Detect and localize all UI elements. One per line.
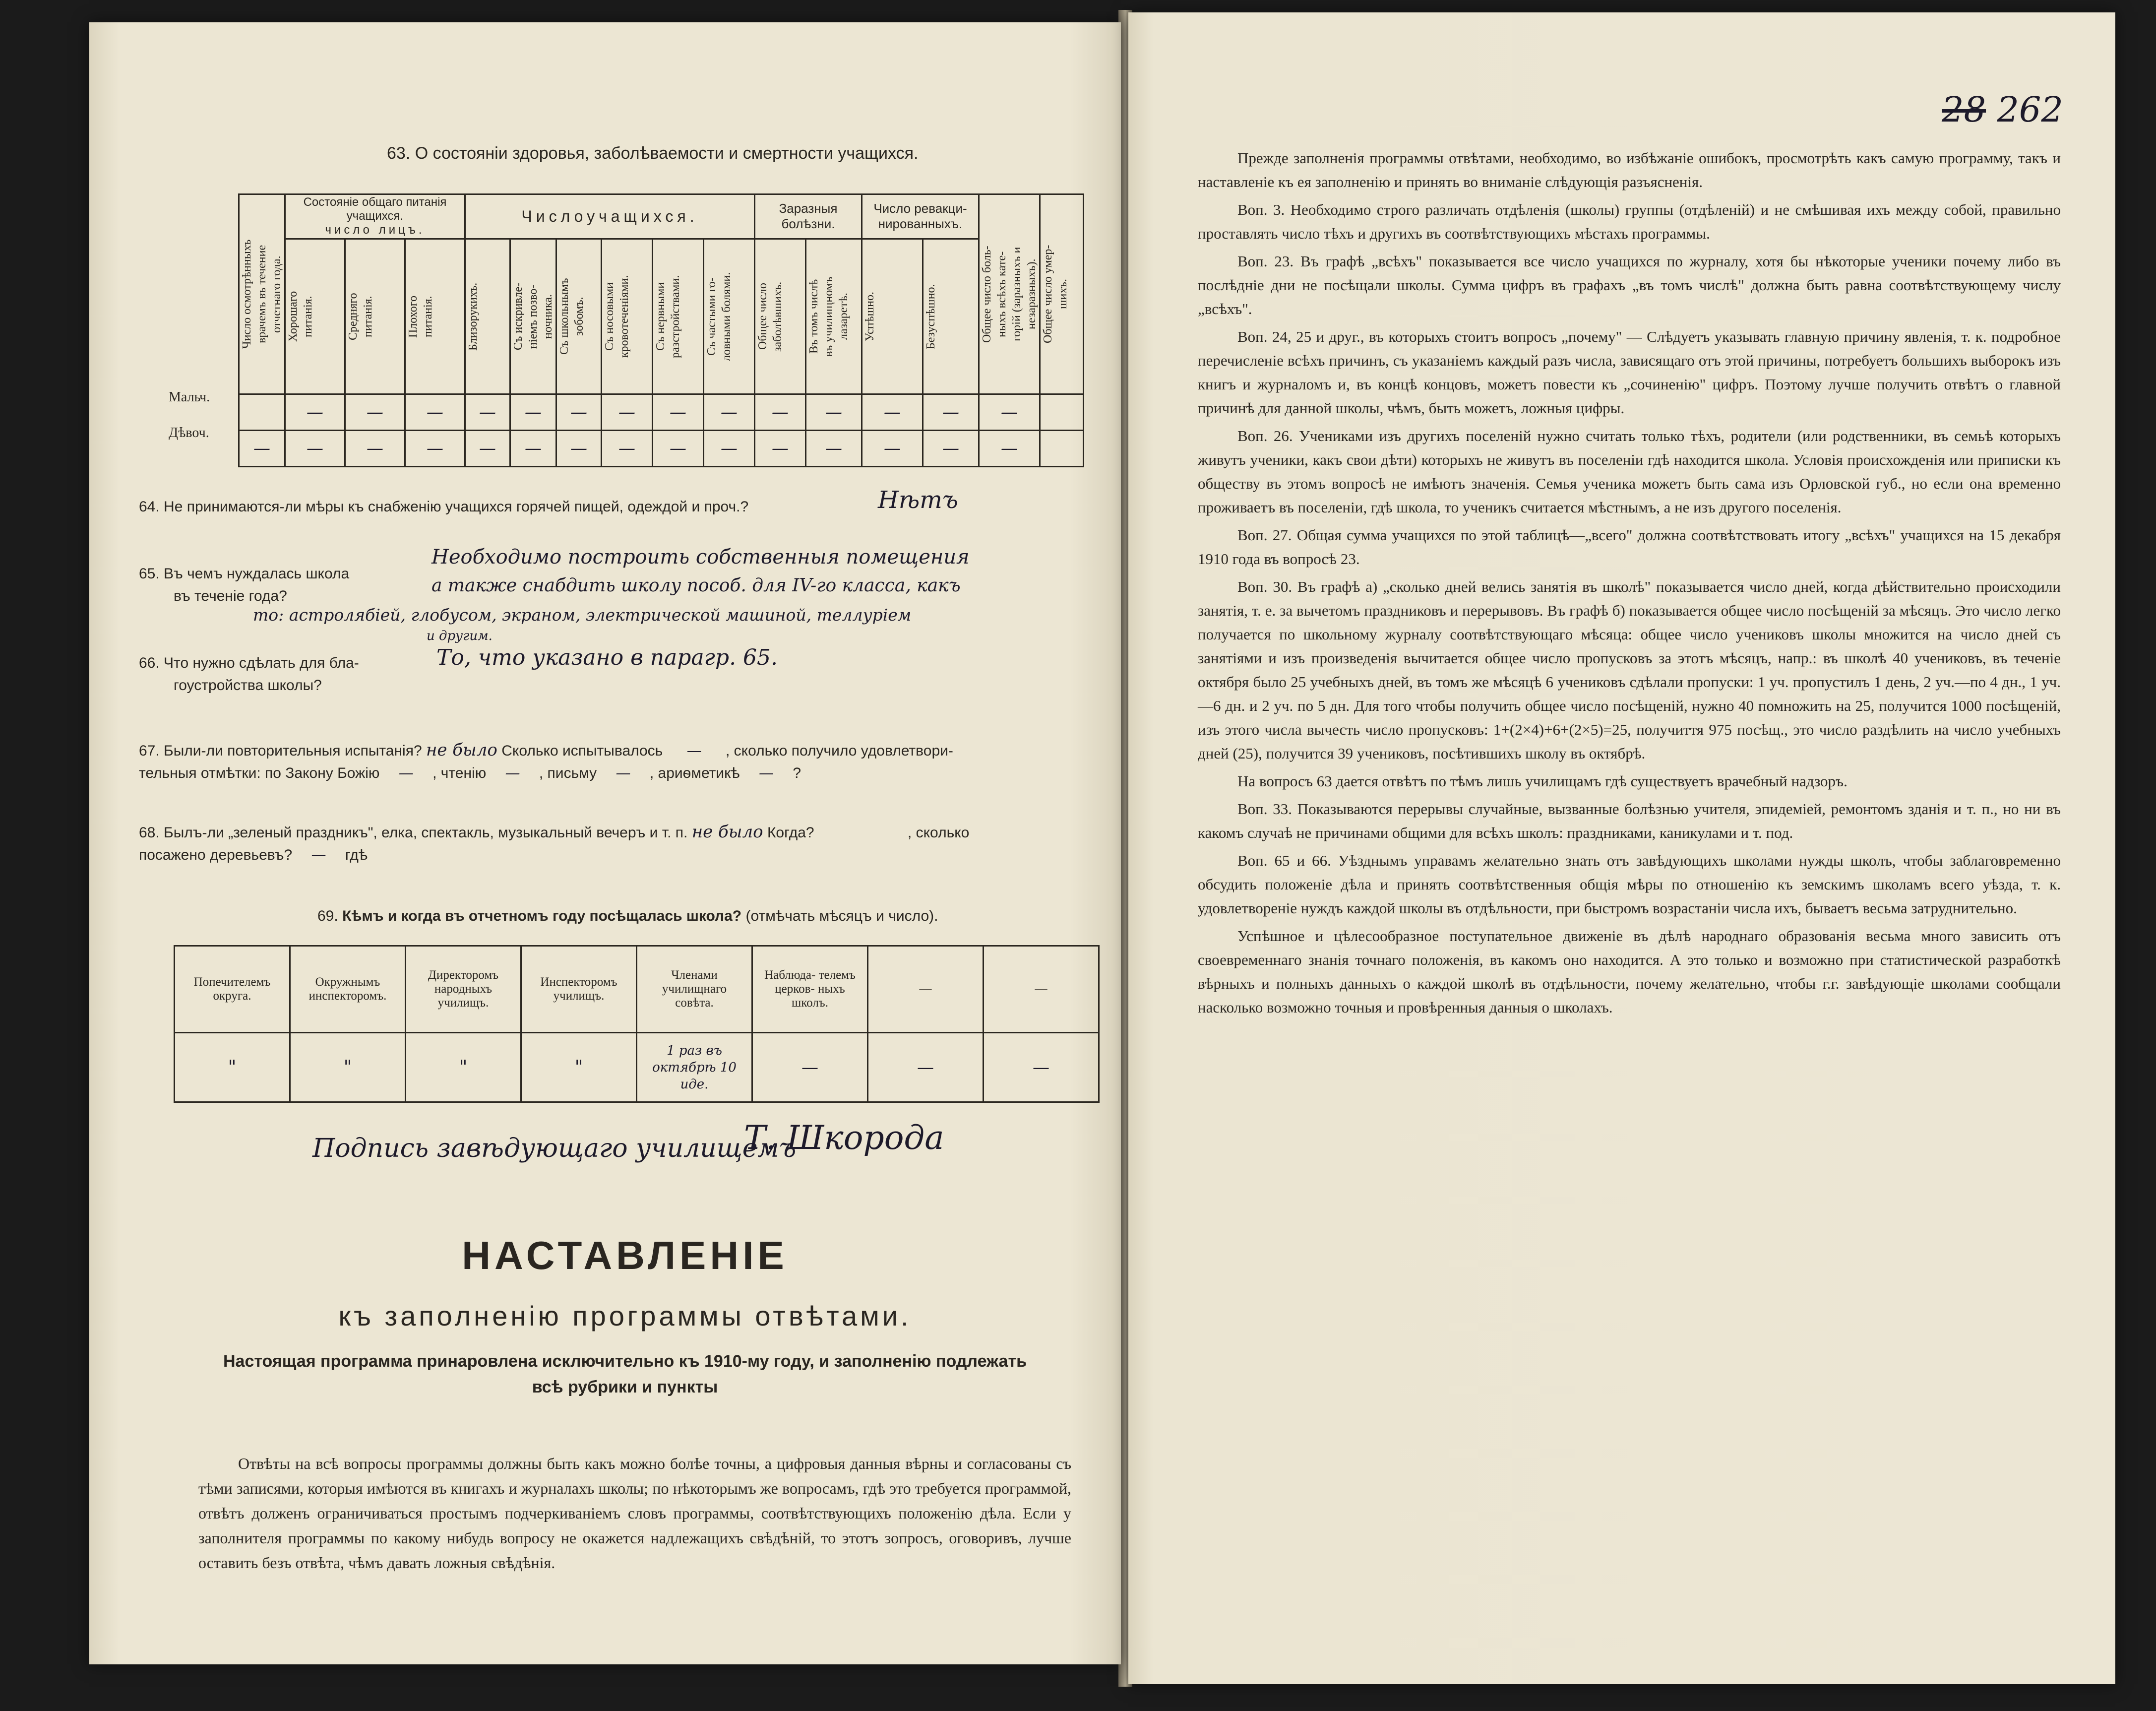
cell-girls-good: — — [307, 439, 323, 458]
q67-line1 — [139, 739, 953, 762]
q69-val-extra-2: — — [984, 1033, 1099, 1102]
q67-answer-exams: не было — [426, 740, 497, 760]
col-dead: Общее число умер- шихъ. — [1042, 245, 1069, 344]
row-girls — [239, 431, 1084, 467]
right-para-10: Воп. 65 и 66. Уѣзднымъ управамъ желательно знать отъ завѣдующихъ школами нужды школъ, чтобы заблаговременно обсудить положеніе дѣла и принять соотвѣтственныя общія мѣры по отношенію къ земскимъ школамъ всего уѣзда, т. к. удовлетвореніе нуждъ каждой школы въ отдѣльности, при быстромъ возрастаніи числа ихъ, бываетъ весьма затруднительно. — [1198, 852, 2061, 917]
q67-text1b: Сколько испытывалось — [501, 743, 663, 759]
right-para-2: Воп. 3. Необходимо строго различать отдѣленія (школы) группы (отдѣленій) и не смѣшивая ихъ между собой, правильно проставлять число тѣхъ и другихъ въ соотвѣтствующихъ мѣстахъ программы. — [1198, 201, 2061, 242]
q69-val-church-observer: — — [752, 1033, 868, 1102]
page-number — [1942, 89, 2063, 130]
signature-label: Подпись завѣдующаго училищемъ — [312, 1134, 797, 1163]
right-page — [1128, 12, 2115, 1684]
col-all-sick: Общее число боль- ныхъ всѣхъ кате- горій (заразныхъ и незаразныхъ). — [981, 246, 1038, 343]
q64-answer: Нѣтъ — [878, 486, 958, 514]
cell-girls-headache: — — [721, 439, 738, 458]
right-para-1: Прежде заполненія программы отвѣтами, необходимо, во избѣжаніе ошибокъ, просмотрѣть какъ самую программу, такъ и наставленіе къ ея заполненію и принять во вниманіе слѣдующія разъясненія. — [1198, 149, 2061, 190]
q67-answer-reading: — — [505, 764, 520, 782]
instructions-bold-line2: всѣ рубрики и пункты — [532, 1378, 718, 1396]
instructions-body: Отвѣты на всѣ вопросы программы должны быть какъ можно болѣе точны, а цифровыя данныя вѣрны и согласованы съ тѣми записями, которыя имѣются въ книгахъ и журналахъ школы; по нѣкоторымъ же вопросамъ, гдѣ это требуется программой, отвѣтъ долженъ ограничиваться простымъ подчеркиваніемъ словъ программы, соотвѣтствующихъ положенію дѣла. Если у заполнителя программы по какому нибудь вопросу не окажется надлежащихъ свѣдѣній, то этотъ зопросъ, оговоривъ, лучше оставить безъ отвѣта, чѣмъ давать ложныя свѣдѣнія. — [198, 1455, 1071, 1572]
left-page — [89, 22, 1121, 1664]
q69-col-district-inspector: Окружнымъ инспекторомъ. — [290, 946, 406, 1033]
cell-boys-myopic: — — [479, 402, 496, 422]
q69-col-council: Членами училищнаго совѣта. — [637, 946, 752, 1033]
cell-boys-spine: — — [525, 402, 542, 422]
cell-girls-nose: — — [618, 439, 635, 458]
cell-boys-good: — — [307, 402, 323, 422]
q66-text2: гоустройства школы? — [174, 677, 322, 694]
col-total-sick: Общее число заболѣвшихъ. — [756, 281, 784, 352]
q69-val-extra-1: — — [868, 1033, 984, 1102]
cell-boys-all-sick: — — [1001, 402, 1018, 422]
q67-text1a: 67. Были-ли повторительныя испытанія? — [139, 743, 422, 759]
grp-students: Числоучащихся. — [465, 194, 755, 239]
col-hospital: Въ томъ числѣ въ училищномъ лазаретѣ. — [807, 276, 850, 357]
cell-girls-examined: — — [253, 439, 270, 458]
q69-title-tail: (отмѣчать мѣсяцъ и число). — [745, 908, 938, 924]
page-number-crossed: 28 — [1942, 89, 1986, 130]
q69-title — [317, 905, 938, 927]
cell-girls-total-sick: — — [772, 439, 789, 458]
q67-answer-arithmetic: — — [759, 764, 774, 782]
q68-text1b: Когда? — [767, 824, 814, 841]
col-poor: Плохого питанія. — [407, 295, 434, 338]
instructions-subheading: къ заполненію программы отвѣтами. — [338, 1300, 912, 1331]
q66-answer: То, что указано в парагр. 65. — [436, 645, 778, 670]
q69-col-director: Директоромъ народныхъ училищъ. — [406, 946, 521, 1033]
instructions-heading: НАСТАВЛЕНІЕ — [462, 1233, 788, 1277]
cell-boys-nose: — — [618, 402, 635, 422]
cell-boys-poor: — — [427, 402, 443, 422]
q69-val-director: " — [406, 1033, 521, 1102]
right-para-3: Воп. 23. Въ графѣ „всѣхъ" показывается все число учащихся по журналу, хотя бы нѣкоторые ученики почему либо въ послѣдніе дни не посѣщали школы. Сумма цифръ въ графахъ „въ томъ числѣ" должна быть равна соотвѣтствующему числу „всѣхъ". — [1198, 253, 2061, 317]
right-para-11: Успѣшное и цѣлесообразное поступательное движеніе въ дѣлѣ народнаго образованія весьма много зависить отъ своевременнаго знанія точнаго положенія, въ какомъ оно находится. А это только и возможно при статистической разработкѣ вѣрныхъ и полныхъ данныхъ о каждой школѣ въ отдѣльности, почему желательно, чтобы г.г. завѣдующіе школами сообщали насколько возможно точныя и провѣренныя данныя о школахъ. — [1198, 927, 2061, 1016]
col-examined: Число осмотрѣнныхъ врачемъ въ течение отчетнаго года. — [241, 239, 283, 349]
q69-col-inspector: Инспекторомъ училищъ. — [521, 946, 637, 1033]
cell-girls-all-sick: — — [1001, 439, 1018, 458]
q69-col-trustee: Попечителемъ округа. — [175, 946, 290, 1033]
row-label-girls: Дѣвоч. — [169, 425, 209, 441]
q69-val-inspector: " — [521, 1033, 637, 1102]
q69-visits-table — [174, 945, 1100, 1103]
col-nose: Съ носовыми кровотеченіями. — [603, 275, 631, 358]
grp-food: Состояніе общаго питанія учащихся. — [303, 195, 447, 223]
grp-contagious: Заразныя болѣзни. — [755, 194, 862, 239]
q67-line2 — [139, 762, 801, 784]
cell-girls-success: — — [884, 439, 901, 458]
q69-title-num: 69. — [317, 908, 338, 924]
q67-answer-tested: — — [686, 742, 702, 760]
page-number-current: 262 — [1997, 89, 2063, 130]
q68-answer-fest: не было — [691, 822, 763, 842]
col-spine: Съ искривле- ніемъ позво- ночника. — [512, 282, 554, 350]
q69-title-bold: Кѣмъ и когда въ отчетномъ году посѣщалась школа? — [342, 908, 742, 924]
grp-food-sub: число лицъ. — [325, 223, 425, 237]
cell-girls-goiter: — — [570, 439, 587, 458]
q67-answer-law: — — [398, 764, 414, 782]
q68-text2a: посажено деревьевъ? — [139, 847, 293, 863]
cell-girls-medium: — — [367, 439, 383, 458]
q67-text2d: , ариѳметикѣ — [649, 765, 740, 781]
q68-line1 — [139, 821, 969, 844]
cell-boys-goiter: — — [570, 402, 587, 422]
cell-girls-fail: — — [942, 439, 959, 458]
right-para-8: На вопросъ 63 дается отвѣтъ по тѣмъ лишь училищамъ гдѣ существуетъ врачебный надзоръ. — [1237, 772, 1848, 790]
q67-text2c: , письму — [539, 765, 597, 781]
cell-girls-hospital: — — [825, 439, 842, 458]
col-medium: Средняго питанія. — [347, 293, 374, 340]
q65-text2: въ теченіе года? — [174, 588, 287, 604]
cell-boys-hospital: — — [825, 402, 842, 422]
q65-text1: 65. Въ чемъ нуждалась школа — [139, 566, 350, 582]
q68-text1a: 68. Былъ-ли „зеленый праздникъ", елка, спектакль, музыкальный вечеръ и т. п. — [139, 824, 688, 841]
q65-answer-line2: а также снабдить школу пособ. для IV-го класса, какъ — [431, 575, 961, 596]
right-para-6: Воп. 27. Общая сумма учащихся по этой таблицѣ—„всего" должна соотвѣтствовать итогу „всѣхъ" учащихся на 15 декабря 1910 года въ вопросѣ 23. — [1198, 526, 2061, 568]
signature: Т. Шкорода — [744, 1119, 944, 1157]
cell-boys-success: — — [884, 402, 901, 422]
right-para-7: Воп. 30. Въ графѣ а) „сколько дней велись занятія въ школѣ" показывается число дней, когда дѣйствительно происходили занятія, т. е. за вычетомъ праздниковъ и перерывовъ. Въ графѣ б) показывается общее число посѣщеній за мѣсяцъ. Это число легко получается по школьному журналу соотвѣтствующаго мѣсяца: общее число учениковъ школы множится на число дней съ занятіями и изъ произведенія вычитается общее число пропусковъ за этотъ мѣсяцъ, напр.: въ школѣ 40 учениковъ, въ теченіе октября было 25 учебныхъ дней, въ томъ же мѣсяцѣ 6 учениковъ сдѣлали пропуски: 1 уч. пропустилъ 1 день, 2 уч.—по 4 дн., 1 уч.—6 дн. и 2 уч. по 5 дн. Для того чтобы получить общее число посѣщеній, нужно 40 помножить на 25, получится 1000 посѣщеній, изъ этого числа вычесть число пропусковъ: 1+(2×4)+6+(2×5)=25, получиття 975 посѣщ., это число раздѣлить на число учебныхъ дней (25), получится 39 учениковъ, посѣтившихъ школу въ октябрѣ. — [1198, 578, 2061, 762]
q63-health-table — [238, 193, 1084, 467]
cell-boys-headache: — — [721, 402, 738, 422]
col-good: Хорошаго питанія. — [287, 291, 314, 342]
col-goiter: Съ школьнымъ зобомъ. — [558, 278, 586, 355]
cell-boys-nerves: — — [670, 402, 686, 422]
q67-text2e: ? — [793, 765, 801, 781]
row-boys — [239, 394, 1084, 431]
q69-val-district-inspector: " — [290, 1033, 406, 1102]
q64-text: 64. Не принимаются-ли мѣры къ снабженію учащихся горячей пищей, одеждой и проч.? — [139, 499, 749, 515]
q65-answer-line1: Необходимо построить собственныя помещения — [431, 546, 970, 569]
q68-text1c: , сколько — [907, 824, 970, 841]
q63-title: 63. О состояніи здоровья, заболѣваемости и смертности учащихся. — [387, 144, 919, 163]
cell-girls-spine: — — [525, 439, 542, 458]
row-label-boys: Мальч. — [169, 389, 210, 405]
q67-text1c: , сколько получило удовлетвори- — [725, 743, 953, 759]
q69-col-extra-2: — — [984, 946, 1099, 1033]
right-text — [1198, 146, 2061, 1023]
cell-boys-total-sick: — — [772, 402, 789, 422]
col-myopic: Близорукихъ. — [467, 282, 480, 351]
cell-girls-nerves: — — [670, 439, 686, 458]
col-fail: Безуспѣшно. — [924, 284, 937, 349]
col-success: Успѣшно. — [863, 291, 876, 341]
col-nerves: Съ нервными разстройствами. — [654, 275, 682, 358]
col-headache: Съ частыми го- ловными болями. — [705, 272, 733, 361]
q68-text2b: гдѣ — [345, 847, 368, 863]
q66-text1: 66. Что нужно сдѣлать для бла- — [139, 655, 359, 671]
cell-girls-poor: — — [427, 439, 443, 458]
right-para-9: Воп. 33. Показываются перерывы случайные, вызванные болѣзнью учителя, эпидеміей, ремонтомъ зданія и т. п., но ни въ какомъ случаѣ не причинами общими для всѣхъ школъ: праздниками, каникулами и т. под. — [1198, 800, 2061, 841]
q68-line2 — [139, 844, 368, 866]
cell-girls-myopic: — — [479, 439, 496, 458]
q65-answer-line3: то: астролябіей, глобусом, экраном, электрической машиной, теллуріем — [253, 605, 912, 625]
grp-vacc: Число ревакци-нированныхъ. — [862, 194, 979, 239]
cell-boys-medium: — — [367, 402, 383, 422]
cell-boys-fail: — — [942, 402, 959, 422]
q67-text2b: , чтенію — [432, 765, 487, 781]
right-para-4: Воп. 24, 25 и друг., въ которыхъ стоитъ вопросъ „почему" — Слѣдуетъ указывать главную причину явленія, т. к. подробное перечисленіе всѣхъ причинъ, съ указаніемъ каждый разъ числа, зависящаго отъ этой причины, потребуетъ большихъ выборокъ изъ книгъ и журналомъ и, въ концѣ концовъ, можетъ повести къ „сочиненію" цифръ. Поэтому лучше получить отвѣтъ о главной причинѣ для данной школы, чѣмъ, быть можетъ, ложныя цифры. — [1198, 328, 2061, 417]
q69-val-trustee: " — [175, 1033, 290, 1102]
q69-col-extra-1: — — [868, 946, 984, 1033]
q67-answer-writing: — — [616, 764, 631, 782]
q68-answer-trees: — — [311, 846, 326, 864]
right-para-5: Воп. 26. Учениками изъ другихъ поселеній нужно считать только тѣхъ, родители (или родственники, въ семьѣ которыхъ живутъ ученики, какъ свои дѣти) которыхъ не живутъ въ поселеніи гдѣ находится школа. Условія происхожденія или приписки къ обществу въ этомъ вопросѣ не имѣютъ значенія. Семья ученика можетъ быть сама изъ Орловской губ., но если она временно проживаетъ въ поселеніи, гдѣ школа, то ученикъ считается мѣстнымъ, а не изъ другого поселенія. — [1198, 427, 2061, 516]
instructions-bold-line1: Настоящая программа принаровлена исключительно къ 1910-му году, и заполненію подлежать — [223, 1352, 1027, 1371]
q67-text2a: тельныя отмѣтки: по Закону Божію — [139, 765, 380, 781]
q69-val-council: 1 раз въ октябрѣ 10 иде. — [637, 1033, 752, 1102]
q65-answer-line4: и другим. — [427, 629, 493, 643]
q69-col-church-observer: Наблюда- телемъ церков- ныхъ школъ. — [752, 946, 868, 1033]
